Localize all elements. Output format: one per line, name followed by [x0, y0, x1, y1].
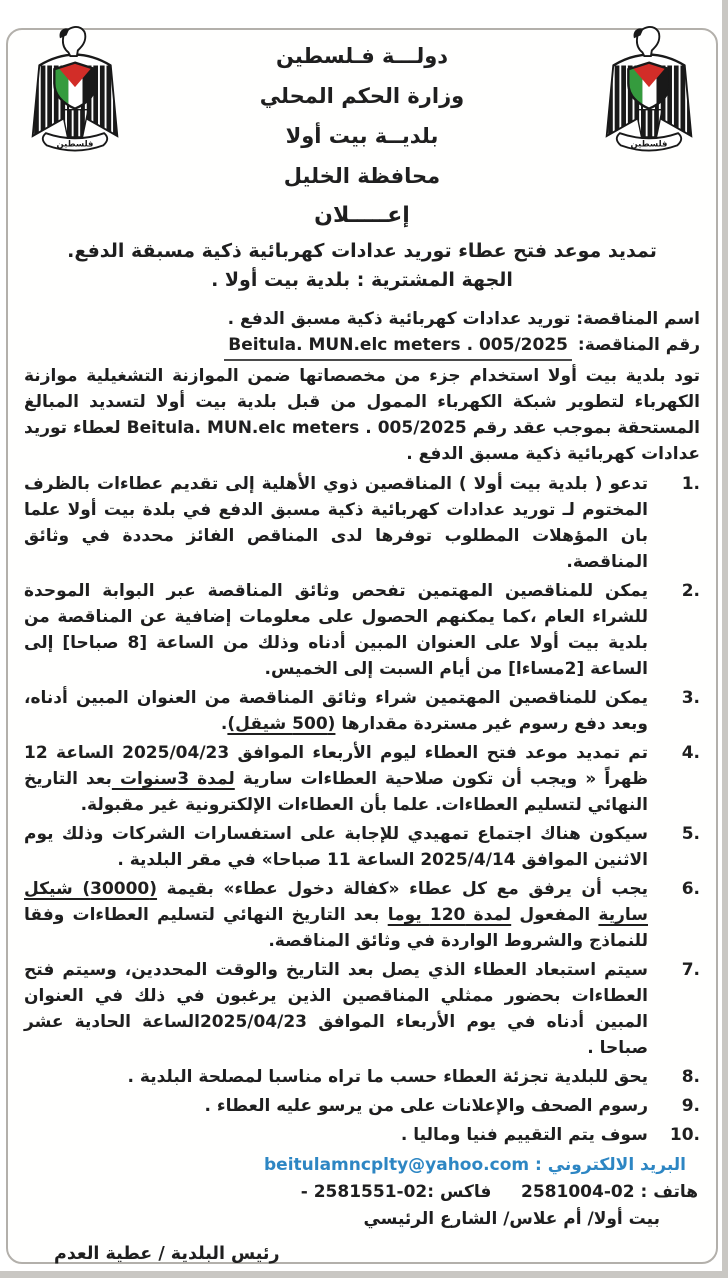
phone-fax-line: هاتف : 02-2581004 فاكس :02-2581551 -: [300, 1182, 698, 1202]
list-item-2: [24, 578, 700, 682]
tender-name-value: توريد عدادات كهربائية ذكية مسبق الدفع .: [227, 309, 577, 329]
fee-amount: (500 شيقل): [227, 714, 336, 734]
list-item-10: [24, 1122, 700, 1148]
item-number: 6.: [681, 879, 700, 899]
list-item-6: [24, 876, 700, 954]
list-item-3: [24, 685, 700, 737]
validity-duration: لمدة 3سنوات: [111, 769, 235, 789]
list-item-8: [24, 1064, 700, 1090]
item-number: 1.: [681, 474, 700, 494]
scan-edge-bottom: [0, 1271, 728, 1278]
item-text: تدعو ( بلدية بيت أولا ) المناقصين ذوي الأهلية إلى تقديم عطاءات بالظرف المختوم لـ توريد عدادات كهربائية ذكية مسبق الدفع في بلدة بيت أولا علما بان المؤهلات المطلوب توفرها لدى المناقص الفائز محددة في وثائق المناقصة.: [24, 474, 648, 572]
mayor-signature: رئيس البلدية / عطية العدم: [54, 1244, 280, 1264]
document-header: [24, 36, 700, 294]
list-item-9: [24, 1093, 700, 1119]
list-item-4: [24, 740, 700, 818]
item-text: يمكن للمناقصين المهتمين شراء وثائق المناقصة من العنوان المبين أدناه، وبعد دفع رسوم غير مستردة مقدارها (500 شيقل).: [24, 688, 648, 734]
tender-name-line: [24, 306, 700, 332]
item-number: 7.: [681, 960, 700, 980]
purchasing-entity: الجهة المشترية : بلدية بيت أولا .: [211, 269, 513, 291]
item-number: 10.: [669, 1125, 700, 1145]
address-line: بيت أولا/ أم علاس/ الشارع الرئيسي: [363, 1209, 660, 1229]
bond-duration: لمدة 120 يوما: [387, 905, 512, 925]
item-number: 3.: [681, 688, 700, 708]
item-number: 8.: [681, 1067, 700, 1087]
item-number: 9.: [681, 1096, 700, 1116]
list-item-7: [24, 957, 700, 1061]
item-text: يحق للبلدية تجزئة العطاء حسب ما تراه مناسبا لمصلحة البلدية .: [127, 1067, 648, 1087]
header-municipality: بلديــة بيت أولا: [285, 124, 439, 148]
list-item-1: [24, 471, 700, 575]
contact-footer: [24, 1152, 700, 1268]
item-number: 2.: [681, 581, 700, 601]
item-text: رسوم الصحف والإعلانات على من يرسو عليه العطاء .: [204, 1096, 648, 1116]
list-item-5: [24, 821, 700, 873]
email-label: البريد الالكتروني :: [529, 1155, 686, 1175]
announcement-subject: تمديد موعد فتح عطاء توريد عدادات كهربائية ذكية مسبقة الدفع.: [67, 240, 657, 262]
tender-name-label: اسم المناقصة:: [576, 309, 700, 329]
header-ministry: وزارة الحكم المحلي: [259, 84, 465, 108]
item-text: تم تمديد موعد فتح العطاء ليوم الأربعاء الموافق 2025/04/23 الساعة 12 ظهراً « ويجب أن تكون صلاحية العطاءات سارية لمدة 3سنوات بعد التاريخ النهائي لتسليم العطاءات. علما بأن العطاءات الإلكترونية غير مقبولة.: [24, 743, 648, 815]
item-text: سيكون هناك اجتماع تمهيدي للإجابة على استفسارات الشركات وذلك يوم الاثنين الموافق 2025/4/14 الساعة 11 صباحا» في مقر البلدية .: [24, 824, 648, 870]
email-address[interactable]: beitulamncplty@yahoo.com: [264, 1155, 530, 1175]
bond-amount: (30000) شيكل سارية: [24, 879, 648, 925]
document-page: [6, 28, 718, 1264]
tender-intro: [24, 306, 700, 467]
item-number: 4.: [681, 743, 700, 763]
header-governorate: محافظة الخليل: [283, 164, 441, 188]
tender-number-label: رقم المناقصة:: [577, 335, 700, 355]
scan-edge-right: [722, 0, 728, 1278]
item-number: 5.: [681, 824, 700, 844]
tender-number-value: Beitula. MUN.elc meters . 005/2025: [224, 332, 572, 361]
item-text: سيتم استبعاد العطاء الذي يصل بعد التاريخ والوقت المحددين، وسيتم فتح العطاءات بحضور ممثلي المناقصين الذين يرغبون في ذلك في العنوان المبين أدناه في يوم الأربعاء الموافق 2025/04/23الساعة الحادية عشر صباحا .: [24, 960, 648, 1058]
conditions-list: [24, 471, 700, 1148]
email-line: [24, 1152, 700, 1179]
tender-number-line: [24, 332, 700, 361]
header-state: دولـــة فـلسطين: [275, 44, 449, 68]
announcement-title: إعـــــلان: [314, 203, 410, 228]
item-text: يجب أن يرفق مع كل عطاء «كفالة دخول عطاء» بقيمة (30000) شيكل سارية المفعول لمدة 120 يوما بعد التاريخ النهائي لتسليم العطاءات وفقا للنماذج والشروط الواردة في وثائق المناقصة.: [24, 879, 649, 951]
tender-description-paragraph: تود بلدية بيت أولا استخدام جزء من مخصصاتها ضمن الموازنة التشغيلية موازنة الكهرباء لتطوير شبكة الكهرباء الممول من قبل بلدية بيت أولا لتسديد المبالغ المستحقة بموجب عقد رقم 005/2025 . Beitula. MUN.elc meters لعطاء توريد عدادات كهربائية ذكية مسبق الدفع .: [24, 366, 701, 464]
item-text: سوف يتم التقييم فنيا وماليا .: [400, 1125, 648, 1145]
item-text: يمكن للمناقصين المهتمين تفحص وثائق المناقصة عبر البوابة الموحدة للشراء العام ،كما يمكنهم الحصول على معلومات إضافية عن المناقصة من بلدية بيت أولا على العنوان المبين أدناه وذلك من الساعة [8 صباحا] إلى الساعة [2مساءا] من أيام السبت إلى الخميس.: [24, 581, 649, 679]
